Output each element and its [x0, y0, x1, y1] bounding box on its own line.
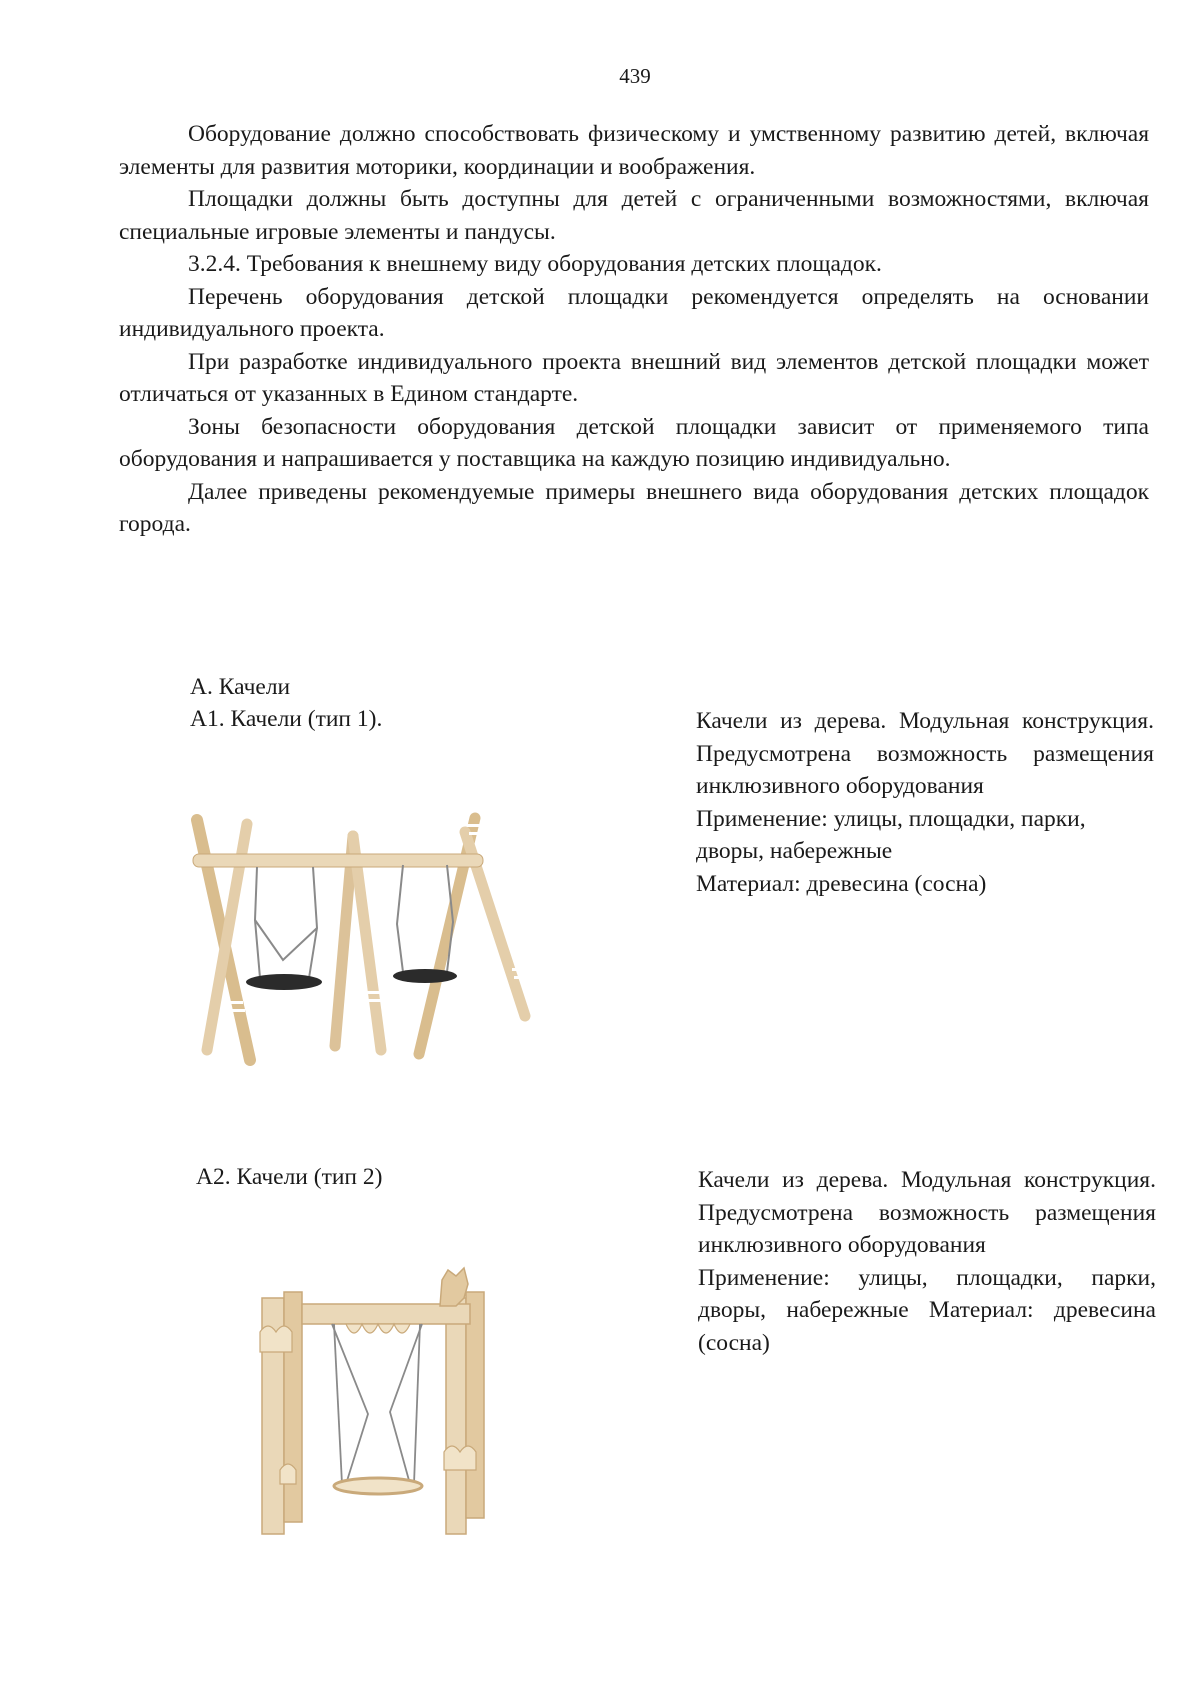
description-text: Качели из дерева. Модульная конструкция. Предусмотрена возможность размещения инклюзивного оборудования [698, 1167, 1156, 1258]
body-text [119, 118, 1149, 541]
ropes [332, 1324, 422, 1484]
item-description-a1 [696, 705, 1154, 900]
item-title-a1: А1. Качели (тип 1). [190, 706, 383, 732]
nest-seat [393, 969, 457, 983]
application-material-text: Применение: улицы, площадки, парки, дворы, набережные Материал: древесина (сосна) [698, 1264, 1156, 1356]
wooden-swing-with-ring-seat-icon [250, 1262, 540, 1542]
page-number: 439 [619, 64, 651, 88]
paragraph: Перечень оборудования детской площадки рекомендуется определять на основании индивидуального проекта. [119, 283, 1149, 342]
paragraph: Далее приведены рекомендуемые примеры внешнего вида оборудования детских площадок города. [119, 478, 1149, 537]
ring-seat [334, 1478, 422, 1494]
paragraph: Площадки должны быть доступны для детей с ограниченными возможностями, включая специальные игровые элементы и пандусы. [119, 186, 1149, 245]
frame [193, 818, 530, 1060]
application-text: Применение: улицы, площадки, парки, дворы, набережные [696, 805, 1086, 864]
paragraph: Зоны безопасности оборудования детской площадки зависит от применяемого типа оборудования и напрашивается у поставщика на каждую позицию индивидуально. [119, 413, 1149, 472]
section-heading: А. Качели [190, 674, 291, 700]
wooden-double-swing-with-nest-seats-icon [185, 810, 545, 1070]
item-description-a2 [698, 1164, 1156, 1359]
subsection-heading: 3.2.4. Требования к внешнему виду оборудования детских площадок. [188, 251, 882, 277]
description-text: Качели из дерева. Модульная конструкция. Предусмотрена возможность размещения инклюзивного оборудования [696, 708, 1154, 799]
nest-seat [246, 974, 322, 990]
material-text: Материал: древесина (сосна) [696, 870, 987, 897]
paragraph: Оборудование должно способствовать физическому и умственному развитию детей, включая элементы для развития моторики, координации и воображения. [119, 121, 1149, 180]
paragraph: При разработке индивидуального проекта внешний вид элементов детской площадки может отличаться от указанных в Едином стандарте. [119, 348, 1149, 407]
item-title-a2: А2. Качели (тип 2) [196, 1164, 383, 1190]
